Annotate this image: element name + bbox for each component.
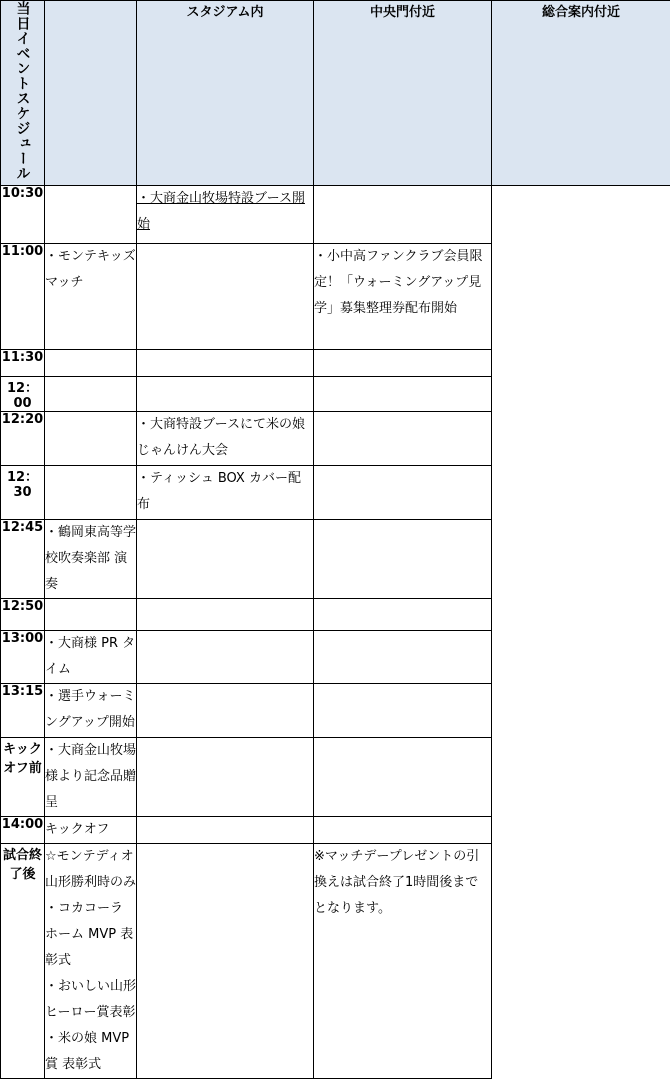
event-item: ※マッチデープレゼントの引換えは試合終了1時間後までとなります。	[314, 849, 479, 916]
side-label	[1, 1, 45, 186]
time-cell: 13:00	[1, 631, 45, 684]
info-cell	[314, 244, 492, 350]
table-row	[1, 599, 670, 631]
stadium-cell	[45, 412, 137, 466]
table-row	[1, 844, 670, 1079]
table-row	[1, 817, 670, 844]
central-cell	[137, 599, 314, 631]
stadium-cell	[45, 466, 137, 520]
central-cell	[137, 377, 314, 412]
info-cell	[314, 350, 492, 377]
time-cell: 13:15	[1, 684, 45, 738]
central-cell	[137, 631, 314, 684]
info-cell	[314, 684, 492, 738]
stadium-cell	[45, 738, 137, 817]
stadium-cell	[45, 844, 137, 1079]
header-central-gate: 中央門付近	[314, 1, 492, 186]
central-cell	[137, 844, 314, 1079]
central-cell	[137, 684, 314, 738]
central-cell	[137, 520, 314, 599]
stadium-cell	[45, 817, 137, 844]
table-row	[1, 684, 670, 738]
stadium-cell	[45, 631, 137, 684]
event-item: ・大商特設ブースにて米の娘じゃんけん大会	[137, 417, 305, 458]
central-cell	[137, 738, 314, 817]
event-item: ・選手ウォーミングアップ開始	[45, 689, 135, 730]
info-cell	[314, 817, 492, 844]
info-cell	[314, 377, 492, 412]
central-cell	[137, 412, 314, 466]
event-item: キックオフ	[45, 822, 109, 837]
event-item: ☆モンテディオ山形勝利時のみ	[45, 844, 136, 896]
stadium-cell	[45, 520, 137, 599]
table-row	[1, 631, 670, 684]
info-cell	[314, 738, 492, 817]
time-cell: 12:45	[1, 520, 45, 599]
central-cell	[137, 466, 314, 520]
time-cell: 14:00	[1, 817, 45, 844]
event-item: ・大商様 PR タイム	[45, 636, 135, 677]
stadium-cell	[45, 186, 137, 244]
time-cell: 12:50	[1, 599, 45, 631]
event-item: ・大商金山牧場様より記念品贈呈	[45, 743, 136, 810]
info-cell	[314, 186, 492, 244]
time-cell: 11:30	[1, 350, 45, 377]
time-cell: 試合終了後	[1, 844, 45, 1079]
event-item: ・鶴岡東高等学校吹奏楽部 演奏	[45, 525, 136, 592]
header-time	[45, 1, 137, 186]
central-cell	[137, 350, 314, 377]
event-item: ・おいしい山形ヒーロー賞表彰	[45, 974, 136, 1026]
time-cell: 12：00	[1, 377, 45, 412]
event-item: ・大商金山牧場特設ブース開始	[137, 191, 305, 232]
time-cell: 11:00	[1, 244, 45, 350]
table-row	[1, 520, 670, 599]
event-item: ・ティッシュ BOX カバー配布	[137, 471, 301, 512]
table-row	[1, 350, 670, 377]
table-row	[1, 186, 670, 244]
central-cell	[137, 186, 314, 244]
stadium-cell	[45, 599, 137, 631]
event-item: ・モンテキッズマッチ	[45, 249, 136, 290]
stadium-cell	[45, 244, 137, 350]
side-label-text: 当日イベントスケジュール	[13, 1, 33, 181]
header-row	[1, 1, 670, 186]
central-cell	[137, 244, 314, 350]
table-row	[1, 244, 670, 350]
event-item: ・コカコーラ ホーム MVP 表彰式	[45, 896, 136, 974]
event-item: ・米の娘 MVP 賞 表彰式	[45, 1026, 136, 1078]
table-row	[1, 412, 670, 466]
stadium-cell	[45, 377, 137, 412]
central-cell	[137, 817, 314, 844]
info-cell	[314, 844, 492, 1079]
info-cell	[314, 520, 492, 599]
table-row	[1, 738, 670, 817]
info-cell	[314, 599, 492, 631]
table-row	[1, 466, 670, 520]
info-cell	[314, 466, 492, 520]
table-row	[1, 377, 670, 412]
info-cell	[314, 631, 492, 684]
time-cell: 12：30	[1, 466, 45, 520]
stadium-cell	[45, 684, 137, 738]
header-info: 総合案内付近	[492, 1, 670, 186]
event-item: ・小中高ファンクラブ会員限定！「ウォーミングアップ見学」募集整理券配布開始	[314, 249, 482, 316]
info-cell	[314, 412, 492, 466]
time-cell: 12:20	[1, 412, 45, 466]
time-cell: キックオフ前	[1, 738, 45, 817]
header-stadium: スタジアム内	[137, 1, 314, 186]
time-cell: 10:30	[1, 186, 45, 244]
stadium-cell	[45, 350, 137, 377]
